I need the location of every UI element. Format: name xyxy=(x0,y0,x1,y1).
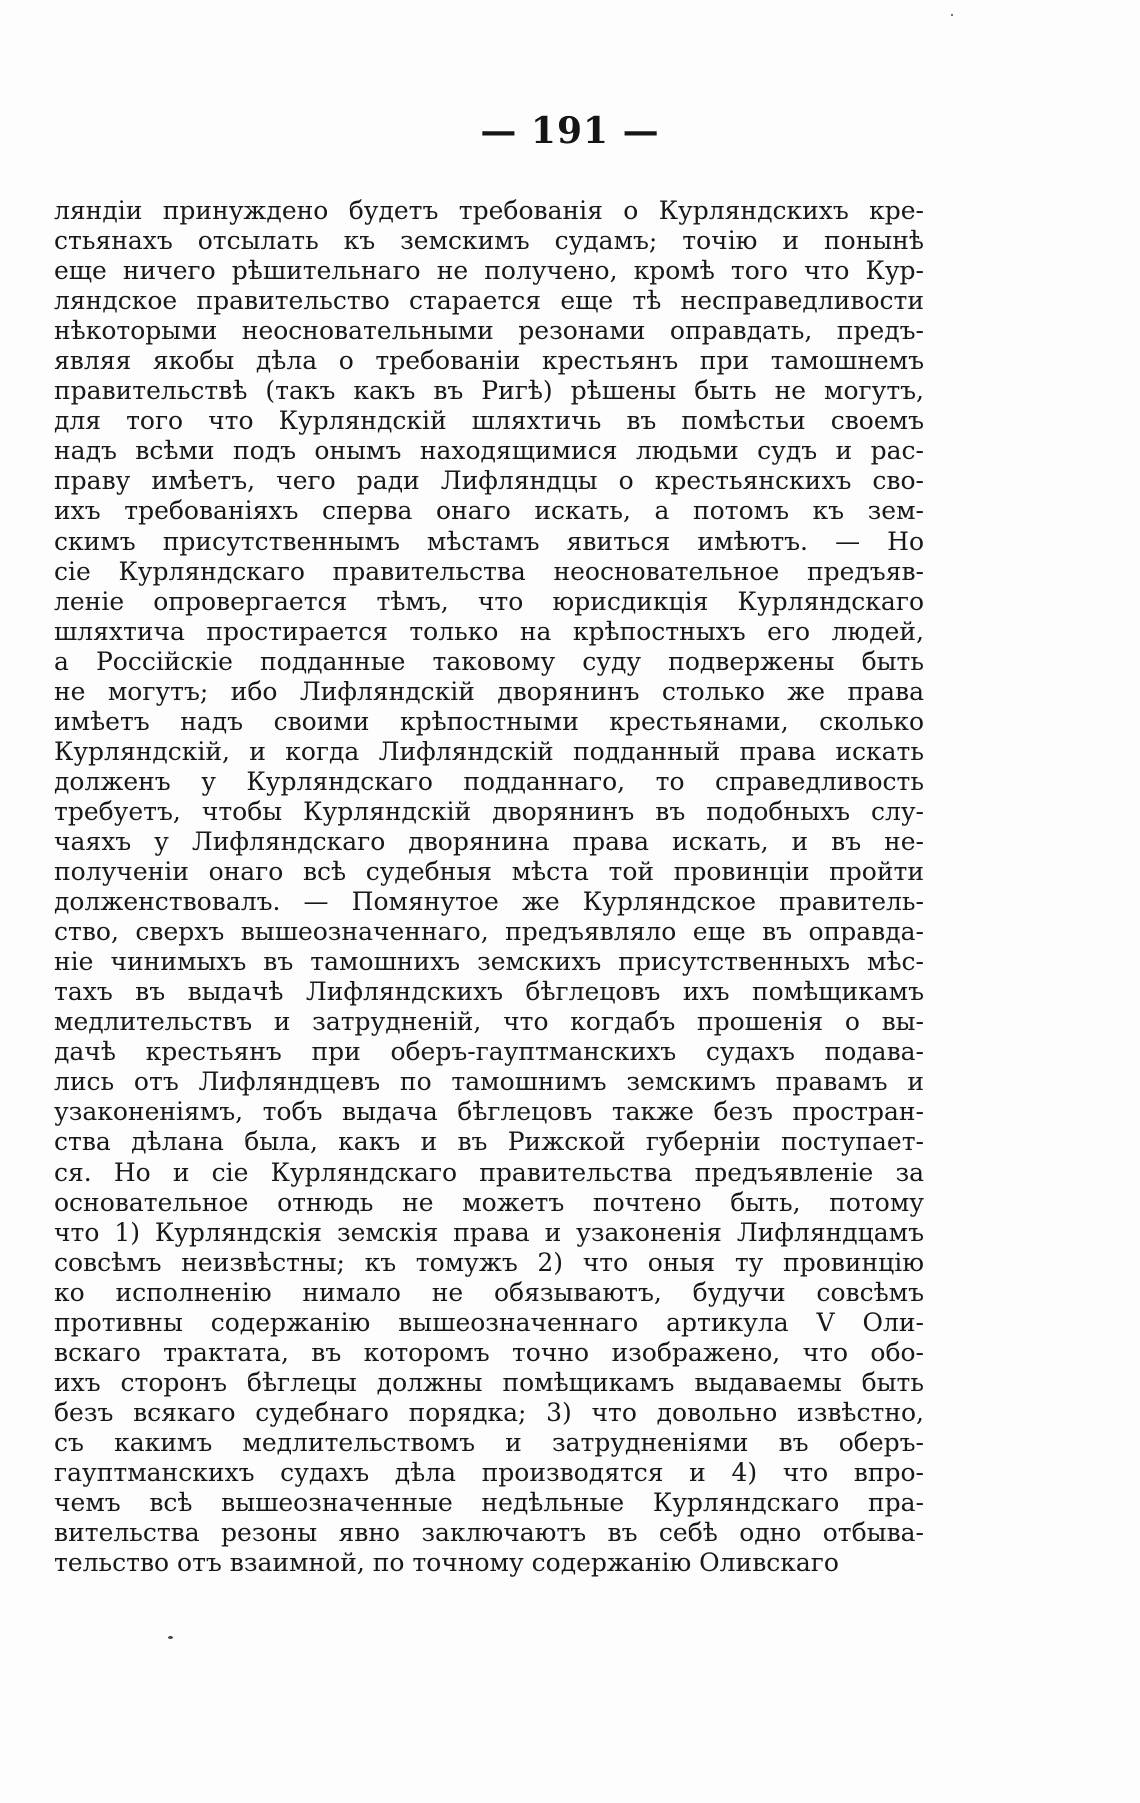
text-line: не могутъ; ибо Лифляндскій дворянинъ столько же права xyxy=(54,676,924,706)
text-line: съ какимъ медлительствомъ и затрудненіями въ оберъ- xyxy=(54,1427,924,1457)
text-line: тельство отъ взаимной, по точному содержанію Оливскаго xyxy=(54,1548,839,1578)
text-line: правительствѣ (такъ какъ въ Ригѣ) рѣшены быть не могутъ, xyxy=(54,376,924,406)
text-line: узаконеніямъ, тобъ выдача бѣглецовъ также безъ простран- xyxy=(54,1097,924,1127)
text-line: ства дѣлана была, какъ и въ Рижской губерніи поступает- xyxy=(54,1127,924,1157)
text-line: тахъ въ выдачѣ Лифляндскихъ бѣглецовъ ихъ помѣщикамъ xyxy=(54,977,924,1007)
text-line: нѣкоторыми неосновательными резонами оправдать, предъ- xyxy=(54,316,924,346)
text-line: ляндіи принуждено будетъ требованія о Курляндскихъ кре- xyxy=(54,196,924,225)
text-line: надъ всѣми подъ онымъ находящимися людьми судъ и рас- xyxy=(54,436,924,466)
text-line: чаяхъ у Лифляндскаго дворянина права искать, и въ не- xyxy=(54,826,924,856)
text-line: чемъ всѣ вышеозначенные недѣльные Курляндскаго пра- xyxy=(54,1488,924,1518)
text-line: основательное отнюдь не можетъ почтено быть, потому xyxy=(54,1187,924,1217)
text-line: гауптманскихъ судахъ дѣла производятся и 4) что впро- xyxy=(54,1457,924,1487)
ink-speck xyxy=(951,14,953,16)
text-line: требуетъ, чтобы Курляндскій дворянинъ въ подобныхъ слу- xyxy=(54,796,924,826)
text-line: шляхтича простирается только на крѣпостныхъ его людей, xyxy=(54,616,924,646)
text-line: долженствовалъ. — Помянутое же Курляндское правитель- xyxy=(54,887,924,917)
text-line: еще ничего рѣшительнаго не получено, кромѣ того что Кур- xyxy=(54,256,924,286)
text-line: ихъ требованіяхъ сперва онаго искать, а потомъ къ зем- xyxy=(54,496,924,526)
text-line: противны содержанію вышеозначеннаго артикула V Оли- xyxy=(54,1307,924,1337)
text-line: сіе Курляндскаго правительства неосновательное предъяв- xyxy=(54,556,924,586)
text-line: ихъ сторонъ бѣглецы должны помѣщикамъ выдаваемы быть xyxy=(54,1367,924,1397)
text-line: для того что Курляндскій шляхтичь въ помѣстьи своемъ xyxy=(54,406,924,436)
text-line: а Россійскіе подданные таковому суду подвержены быть xyxy=(54,646,924,676)
text-line: имѣетъ надъ своими крѣпостными крестьянами, сколько xyxy=(54,706,924,736)
text-line: совсѣмъ неизвѣстны; къ томужъ 2) что оныя ту провинцію xyxy=(54,1247,924,1277)
text-line: лись отъ Лифляндцевъ по тамошнимъ земскимъ правамъ и xyxy=(54,1067,924,1097)
text-line: безъ всякаго судебнаго порядка; 3) что довольно извѣстно, xyxy=(54,1397,924,1427)
text-line: ко исполненію нимало не обязываютъ, будучи совсѣмъ xyxy=(54,1277,924,1307)
text-line: полученіи онаго всѣ судебныя мѣста той провинціи пройти xyxy=(54,857,924,887)
text-line: Курляндскій, и когда Лифляндскій подданный права искать xyxy=(54,736,924,766)
text-line: ляндское правительство старается еще тѣ несправедливости xyxy=(54,286,924,316)
text-line: стьянахъ отсылать къ земскимъ судамъ; точію и понынѣ xyxy=(54,226,924,256)
text-line: вскаго трактата, въ которомъ точно изображено, что обо- xyxy=(54,1337,924,1367)
text-line: вительства резоны явно заключаютъ въ себѣ одно отбыва- xyxy=(54,1518,924,1548)
text-line: являя якобы дѣла о требованіи крестьянъ при тамошнемъ xyxy=(54,346,924,376)
text-line: ство, сверхъ вышеозначеннаго, предъявляло еще въ оправда- xyxy=(54,917,924,947)
page-number: — 191 — xyxy=(480,110,660,152)
text-line: ся. Но и сіе Курляндскаго правительства предъявленіе за xyxy=(54,1157,924,1187)
text-line: долженъ у Курляндскаго подданнаго, то справедливость xyxy=(54,766,924,796)
text-line: что 1) Курляндскія земскія права и узаконенія Лифляндцамъ xyxy=(54,1217,924,1247)
text-line: дачѣ крестьянъ при оберъ-гауптманскихъ судахъ подава- xyxy=(54,1037,924,1067)
text-line: праву имѣетъ, чего ради Лифляндцы о крестьянскихъ сво- xyxy=(54,466,924,496)
ink-speck xyxy=(168,1636,173,1639)
text-line: леніе опровергается тѣмъ, что юрисдикція Курляндскаго xyxy=(54,586,924,616)
text-line: ніе чинимыхъ въ тамошнихъ земскихъ присутственныхъ мѣс- xyxy=(54,947,924,977)
body-text xyxy=(54,196,924,1578)
text-line: медлительствъ и затрудненій, что когдабъ прошенія о вы- xyxy=(54,1007,924,1037)
text-line: скимъ присутственнымъ мѣстамъ явиться имѣютъ. — Но xyxy=(54,526,924,556)
